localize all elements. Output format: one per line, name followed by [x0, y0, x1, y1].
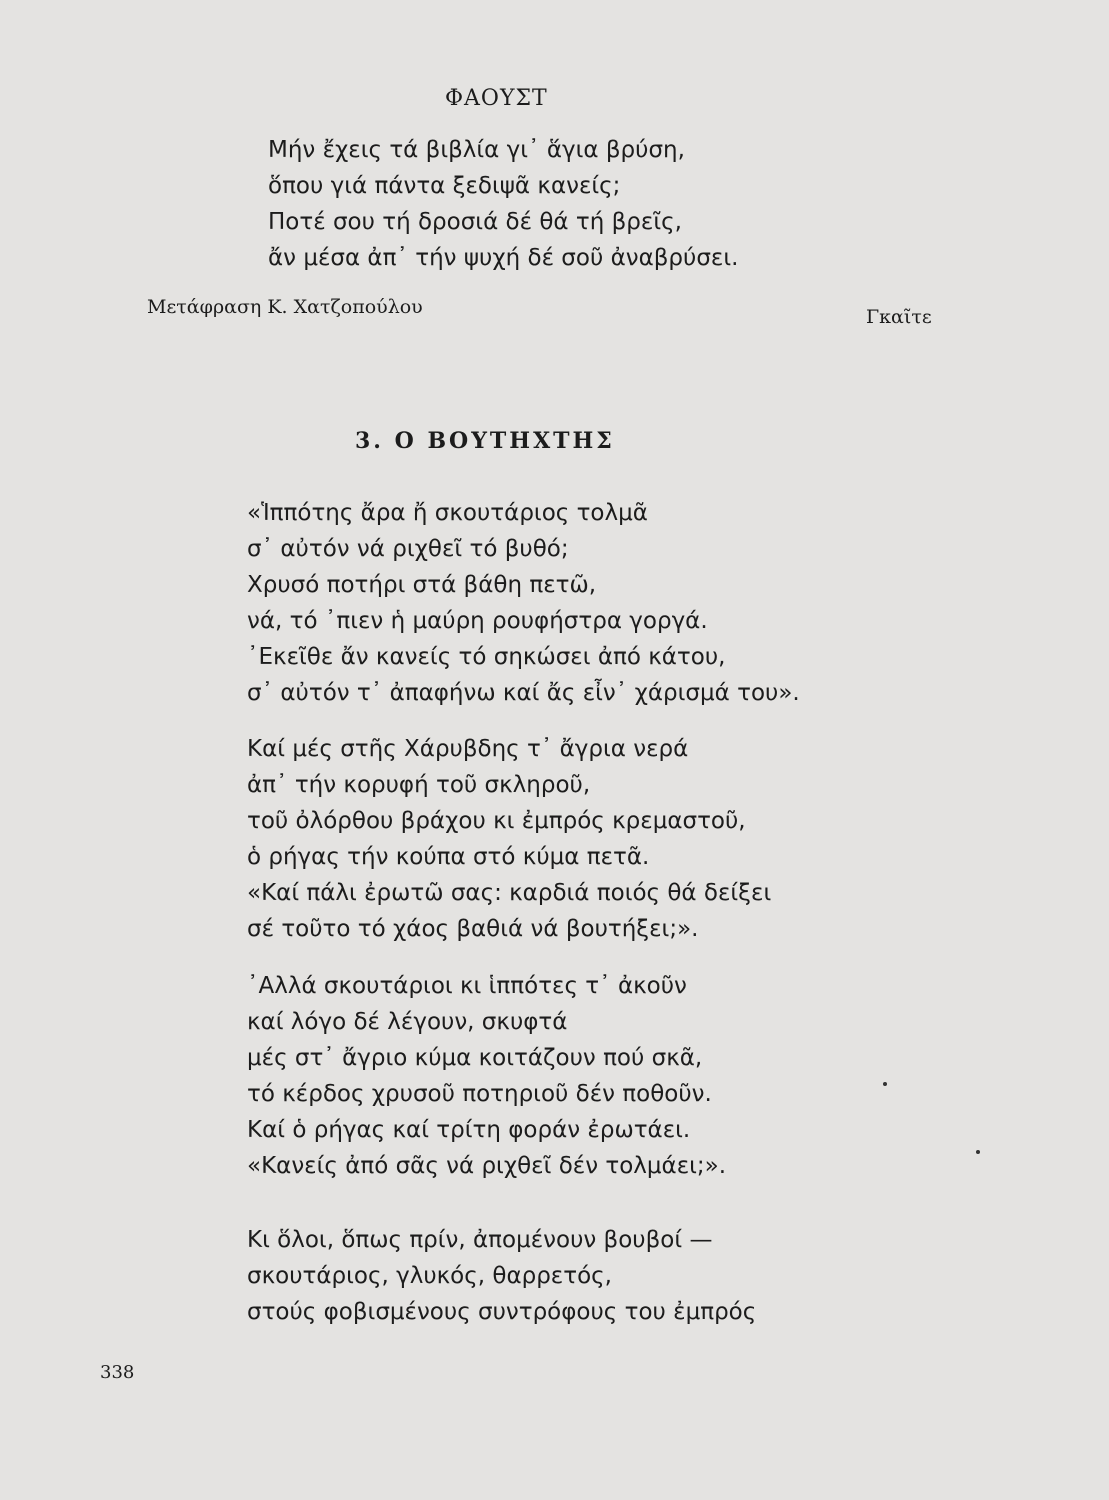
stanza	[247, 968, 726, 1184]
verse-line: ἄν μέσα ἀπ᾽ τήν ψυχή δέ σοῦ ἀναβρύσει.	[268, 245, 739, 271]
verse-line: μές στ᾽ ἄγριο κύμα κοιτάζουν πού σκᾶ,	[247, 1045, 703, 1071]
excerpt-title: ΦΑΟΥΣΤ	[445, 86, 548, 111]
verse-line: σέ τοῦτο τό χάος βαθιά νά βουτήξει;».	[247, 916, 699, 942]
poem-title: 3. Ο ΒΟΥΤΗΧΤΗΣ	[355, 428, 615, 454]
verse-line: σ᾽ αὐτόν τ᾽ ἀπαφήνω καί ἄς εἶν᾽ χάρισμά του».	[247, 680, 800, 706]
page-number: 338	[100, 1362, 135, 1383]
verse-line: νά, τό ᾽πιεν ἡ μαύρη ρουφήστρα γοργά.	[247, 608, 708, 634]
verse-line: «Καί πάλι ἐρωτῶ σας: καρδιά ποιός θά δείξει	[247, 880, 772, 906]
stanza	[247, 495, 800, 711]
ink-speck	[976, 1150, 980, 1154]
ink-speck	[883, 1082, 887, 1086]
verse-line: «Ἱππότης ἄρα ἤ σκουτάριος τολμᾶ	[247, 500, 648, 526]
verse-line: «Κανείς ἀπό σᾶς νά ριχθεῖ δέν τολμάει;».	[247, 1153, 727, 1179]
verse-line: ᾽Εκεῖθε ἄν κανείς τό σηκώσει ἀπό κάτου,	[247, 644, 726, 670]
verse-line: ὁ ρήγας τήν κούπα στό κύμα πετᾶ.	[247, 844, 650, 870]
verse-line: σ᾽ αὐτόν νά ριχθεῖ τό βυθό;	[247, 536, 569, 562]
stanza	[247, 731, 771, 947]
verse-line: Κι ὅλοι, ὅπως πρίν, ἀπομένουν βουβοί —	[247, 1227, 713, 1253]
excerpt-verse	[268, 132, 738, 276]
verse-line: στούς φοβισμένους συντρόφους του ἐμπρός	[247, 1299, 757, 1325]
verse-line: καί λόγο δέ λέγουν, σκυφτά	[247, 1009, 568, 1035]
verse-line: Καί μές στῆς Χάρυβδης τ᾽ ἄγρια νερά	[247, 736, 689, 762]
translator-credit: Μετάφραση Κ. Χατζοπούλου	[147, 296, 423, 318]
verse-line: τό κέρδος χρυσοῦ ποτηριοῦ δέν ποθοῦν.	[247, 1081, 712, 1107]
verse-line: τοῦ ὀλόρθου βράχου κι ἐμπρός κρεμαστοῦ,	[247, 808, 746, 834]
verse-line: ᾽Αλλά σκουτάριοι κι ἱππότες τ᾽ ἀκοῦν	[247, 973, 687, 999]
verse-line: ὅπου γιά πάντα ξεδιψᾶ κανείς;	[268, 173, 621, 199]
verse-line: Μήν ἔχεις τά βιβλία γι᾽ ἅγια βρύση,	[268, 137, 685, 163]
verse-line: σκουτάριος, γλυκός, θαρρετός,	[247, 1263, 612, 1289]
stanza	[247, 1222, 756, 1330]
author-name: Γκαῖτε	[866, 306, 932, 328]
verse-line: ἀπ᾽ τήν κορυφή τοῦ σκληροῦ,	[247, 772, 591, 798]
verse-line: Χρυσό ποτήρι στά βάθη πετῶ,	[247, 572, 597, 598]
verse-line: Καί ὁ ρήγας καί τρίτη φοράν ἐρωτάει.	[247, 1117, 691, 1143]
verse-line: Ποτέ σου τή δροσιά δέ θά τή βρεῖς,	[268, 209, 682, 235]
